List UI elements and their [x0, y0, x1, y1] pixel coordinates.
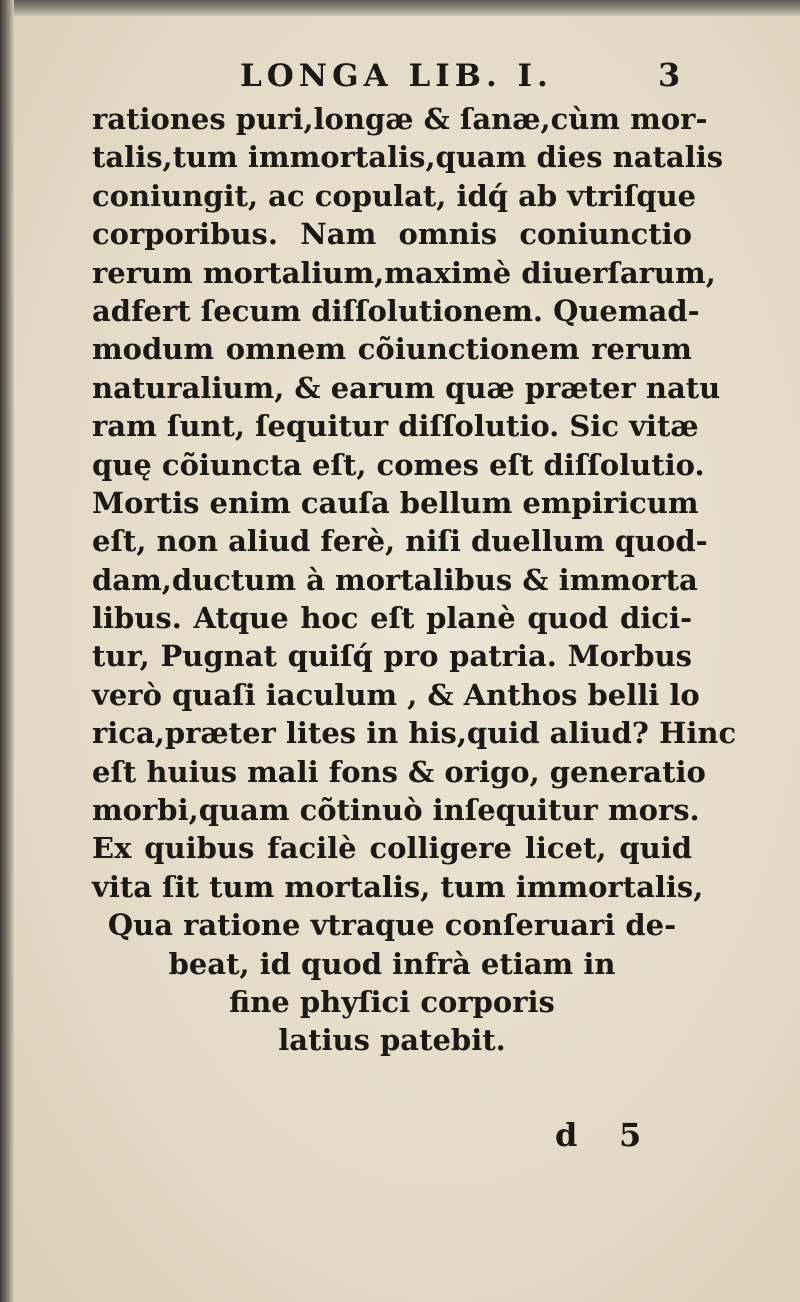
tail-paragraph: [92, 906, 692, 1060]
page-top-edge: [0, 0, 800, 16]
text-line: talis,tum immortalis,quam dies natalis: [92, 140, 724, 175]
tail-line: beat, id quod infrà etiam in: [168, 946, 616, 981]
tail-line: Qua ratione vtraque conſeruari de-: [107, 908, 677, 943]
text-line: libus. Atque hoc eſt planè quod dici-: [92, 601, 692, 636]
page-number: 3: [658, 56, 681, 94]
text-line: tur, Pugnat quiſq́ pro patria. Morbus: [92, 639, 692, 674]
text-line: naturalium, & earum quæ præter natu: [92, 370, 721, 405]
text-line: coniungit, ac copulat, idq́ ab vtriſque: [92, 178, 697, 213]
text-line: rationes puri,longæ & ſanæ,cùm mor-: [92, 102, 708, 136]
catchword: 5: [619, 1116, 642, 1154]
text-line: corporibus. Nam omnis coniunctio: [92, 217, 692, 252]
text-line: Ex quibus facilè colligere licet, quid: [92, 831, 692, 866]
text-line: dam,ductum à mortalibus & immorta: [92, 562, 698, 597]
text-line: quę cõiuncta eſt, comes eſt diſſolutio.: [92, 447, 705, 482]
text-line: rica,præter lites in his,quid aliud? Hinc: [92, 716, 737, 751]
body-text: [92, 100, 737, 1060]
signature-mark: d: [555, 1116, 578, 1154]
text-line: rerum mortalium,maximè diuerſarum,: [92, 255, 716, 290]
text-line: morbi,quam cõtinuò inſequitur mors.: [92, 793, 700, 828]
tail-line: latius patebit.: [278, 1023, 506, 1058]
running-head: [0, 58, 800, 98]
text-line: eſt huius mali fons & origo, generatio: [92, 754, 706, 789]
text-line: ram ſunt, ſequitur diſſolutio. Sic vitæ: [92, 409, 699, 444]
text-line: vita ſit tum mortalis, tum immortalis,: [92, 869, 704, 904]
signature-area: [555, 1116, 675, 1156]
running-head-title: LONGA LIB. I.: [240, 58, 553, 94]
text-line: modum omnem cõiunctionem rerum: [92, 332, 692, 367]
text-line: Mortis enim cauſa bellum empiricum: [92, 485, 699, 520]
text-line: eſt, non aliud ferè, niſi duellum quod-: [92, 524, 708, 559]
page-binding-edge: [0, 0, 14, 1302]
text-line: verò quaſi iaculum , & Anthos belli lo: [92, 677, 700, 712]
tail-line: fine phyſici corporis: [229, 984, 555, 1019]
text-line: adfert ſecum diſſolutionem. Quemad-: [92, 293, 700, 328]
